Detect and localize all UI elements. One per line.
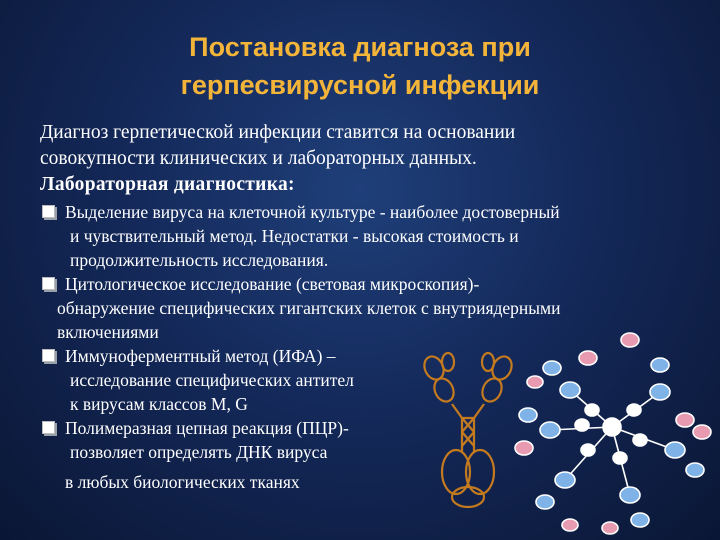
slide-title	[0, 28, 720, 104]
bullet-line: Выделение вируса на клеточной культуре - наиболее достоверный	[65, 202, 560, 222]
checkbox-bullet-icon	[42, 277, 55, 290]
bullet-line: и чувствительный метод. Недостатки - высокая стоимость и	[70, 226, 519, 246]
intro-paragraph	[40, 120, 705, 172]
checkbox-bullet-icon	[42, 421, 55, 434]
checkbox-bullet-icon	[42, 205, 55, 218]
bullet-line: к вирусам классов M, G	[70, 394, 248, 414]
bullet-line: исследование специфических антител	[70, 370, 354, 390]
lab-diagnostics-heading: Лабораторная диагностика:	[40, 174, 295, 195]
antibody-icon	[418, 352, 518, 512]
intro-line-1: Диагноз герпетической инфекции ставится на основании	[40, 122, 516, 143]
title-line-1: Постановка диагноза при	[189, 32, 531, 62]
bullet-line: обнаружение специфических гигантских клеток с внутриядерными	[57, 298, 561, 318]
bullet-line: Иммуноферментный метод (ИФА) –	[65, 346, 336, 366]
checkbox-bullet-icon	[42, 349, 55, 362]
title-line-2: герпесвирусной инфекции	[180, 70, 540, 100]
bullet-line: продолжительность исследования.	[70, 250, 329, 270]
bullet-line: позволяет определять ДНК вируса	[70, 442, 328, 462]
bullet-line: Цитологическое исследование (световая микроскопия)-	[65, 274, 480, 294]
bullet-line: Полимеразная цепная реакция (ПЦР)-	[65, 418, 349, 438]
antibody-complex-icon	[510, 320, 715, 535]
pcr-continuation-line: в любых биологических тканях	[65, 472, 300, 492]
bullet-line: включениями	[57, 322, 159, 342]
intro-line-2: совокупности клинических и лабораторных данных.	[40, 148, 477, 169]
bullet-item-culture	[40, 200, 705, 272]
